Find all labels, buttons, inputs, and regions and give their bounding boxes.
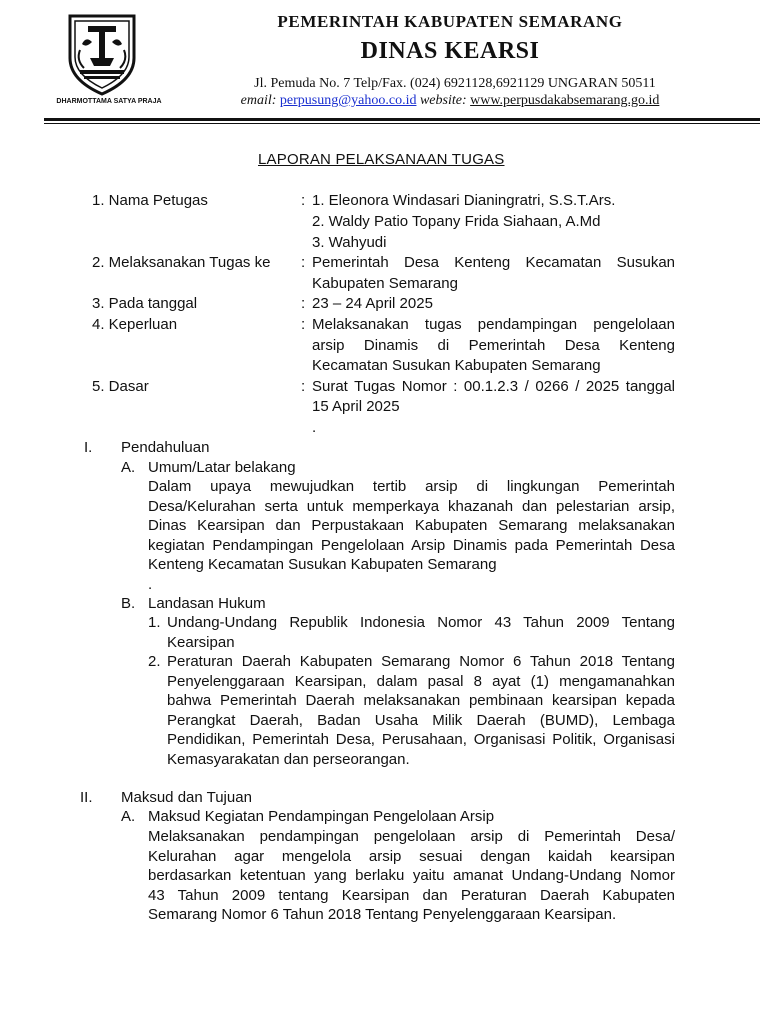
- date-label: 3. Pada tanggal: [92, 295, 198, 312]
- paragraph-line: Dalam upaya mewujudkan tertib arsip di lingkungan Pemerintah: [148, 478, 675, 495]
- colon: :: [301, 295, 306, 312]
- paragraph-line: Kemasyarakatan dan perseorangan.: [167, 750, 410, 768]
- paragraph-line: Semarang Nomor 6 Tahun 2018 Tentang Penyelenggaraan Kearsipan.: [148, 906, 617, 923]
- purpose-label: 4. Keperluan: [92, 316, 178, 333]
- colon: :: [301, 378, 306, 395]
- background-paragraph: [148, 477, 675, 594]
- purpose-line: Melaksanakan tugas pendampingan pengelolaan: [312, 316, 675, 333]
- paragraph-line: Kenteng Kecamatan Susukan Kabupaten Semarang: [148, 556, 497, 573]
- paragraph-line: Melaksanakan pendampingan pengelolaan arsip di Pemerintah Desa/: [148, 828, 675, 845]
- header-divider-thick: [44, 118, 760, 121]
- agency-address: Jl. Pemuda No. 7 Telp/Fax. (024) 6921128,6921129 UNGARAN 50511: [254, 76, 656, 91]
- header-divider-thin: [44, 123, 760, 124]
- basis-label: 5. Dasar: [92, 378, 149, 395]
- officer-item: 2. Waldy Patio Topany Frida Siahaan, A.Md: [312, 213, 601, 230]
- list-number: 1.: [148, 614, 161, 631]
- government-name: PEMERINTAH KABUPATEN SEMARANG: [277, 12, 623, 31]
- basis-line: Surat Tugas Nomor : 00.1.2.3 / 0266 / 2025 tanggal: [312, 378, 675, 395]
- subsection-title: Umum/Latar belakang: [148, 459, 296, 476]
- officer-item: 1. Eleonora Windasari Dianingratri, S.S.T.Ars.: [312, 192, 616, 209]
- paragraph-line: Undang-Undang Republik Indonesia Nomor 43 Tahun 2009 Tentang: [167, 614, 675, 631]
- task-line: Kabupaten Semarang: [312, 275, 458, 292]
- paragraph-line: berdasarkan ketentuan yang berlaku yaitu amanat Undang-Undang Nomor: [148, 867, 675, 884]
- date-value: 23 – 24 April 2025: [312, 295, 433, 312]
- colon: :: [301, 192, 306, 209]
- subsection-letter: A.: [121, 459, 136, 476]
- subsection-title: Maksud Kegiatan Pendampingan Pengelolaan Arsip: [148, 808, 495, 825]
- basis-line: .: [312, 419, 317, 436]
- law-item-2: [167, 652, 675, 769]
- section-number: II.: [80, 789, 93, 806]
- paragraph-line: Kearsipan: [167, 633, 235, 651]
- subsection-title: Landasan Hukum: [148, 595, 266, 612]
- subsection-letter: A.: [121, 808, 136, 825]
- task-line: Pemerintah Desa Kenteng Kecamatan Susukan: [312, 254, 675, 271]
- colon: :: [301, 316, 306, 333]
- purpose-line: Kecamatan Susukan Kabupaten Semarang: [312, 357, 601, 374]
- paragraph-line: kegiatan Pendampingan Pengelolaan Arsip Dinamis pada Pemerintah Desa: [148, 536, 675, 554]
- officer-item: 3. Wahyudi: [312, 234, 387, 251]
- section-title: Pendahuluan: [121, 439, 210, 456]
- basis-line: 15 April 2025: [312, 398, 400, 415]
- document-title: LAPORAN PELAKSANAAN TUGAS: [258, 151, 505, 168]
- paragraph-line: Dinas Kearsipan dan Perpustakaan Kabupaten Semarang melaksanakan: [148, 517, 675, 534]
- website-label: website:: [419, 93, 467, 108]
- email-label: email:: [240, 93, 277, 108]
- agency-name: DINAS KEARSI: [360, 38, 540, 64]
- law-item-1: [167, 613, 675, 652]
- subsection-letter: B.: [121, 595, 136, 612]
- coat-of-arms-logo: [66, 14, 138, 96]
- paragraph-line: bahwa Pemerintah Daerah melaksanakan pembinaan kearsipan kepada: [167, 692, 675, 709]
- logo-motto: DHARMOTTAMA SATYA PRAJA: [56, 98, 162, 105]
- purpose-line: arsip Dinamis di Pemerintah Desa Kenteng: [312, 337, 675, 354]
- basis-line-wrap: [312, 377, 675, 397]
- section-number: I.: [84, 439, 93, 456]
- email-link[interactable]: perpusung@yahoo.co.id: [279, 93, 417, 108]
- colon: :: [301, 254, 306, 271]
- paragraph-line: Pendidikan, Pemerintah Desa, Perusahaan, Organisasi Politik, Organisasi: [167, 731, 675, 748]
- section-title: Maksud dan Tujuan: [121, 789, 252, 806]
- paragraph-line: 43 Tahun 2009 tentang Kearsipan dan Peraturan Daerah Kabupaten: [148, 886, 675, 904]
- paragraph-line: .: [148, 575, 153, 593]
- paragraph-line: Perangkat Daerah, Badan Usaha Milik Daerah (BUMD), Lembaga: [167, 711, 675, 729]
- website-link[interactable]: www.perpusdakabsemarang.go.id: [470, 93, 660, 108]
- contact-line: [200, 93, 700, 109]
- paragraph-line: Penyelenggaraan Kearsipan, dalam pasal 8 ayat (1) mengamanahkan: [167, 672, 675, 690]
- purpose-paragraph: [148, 827, 675, 925]
- task-label: 2. Melaksanakan Tugas ke: [92, 254, 271, 271]
- list-number: 2.: [148, 653, 161, 670]
- paragraph-line: Peraturan Daerah Kabupaten Semarang Nomor 6 Tahun 2018 Tentang: [167, 653, 675, 670]
- purpose-line-wrap: [312, 315, 675, 335]
- purpose-line-wrap: [312, 336, 675, 356]
- officers-label: 1. Nama Petugas: [92, 192, 208, 209]
- paragraph-line: Kelurahan agar mengelola arsip sesuai dengan kaidah kearsipan: [148, 847, 675, 865]
- task-line-wrap: [312, 253, 675, 273]
- paragraph-line: Desa/Kelurahan serta untuk memperkaya khazanah dan pelestarian arsip,: [148, 497, 675, 515]
